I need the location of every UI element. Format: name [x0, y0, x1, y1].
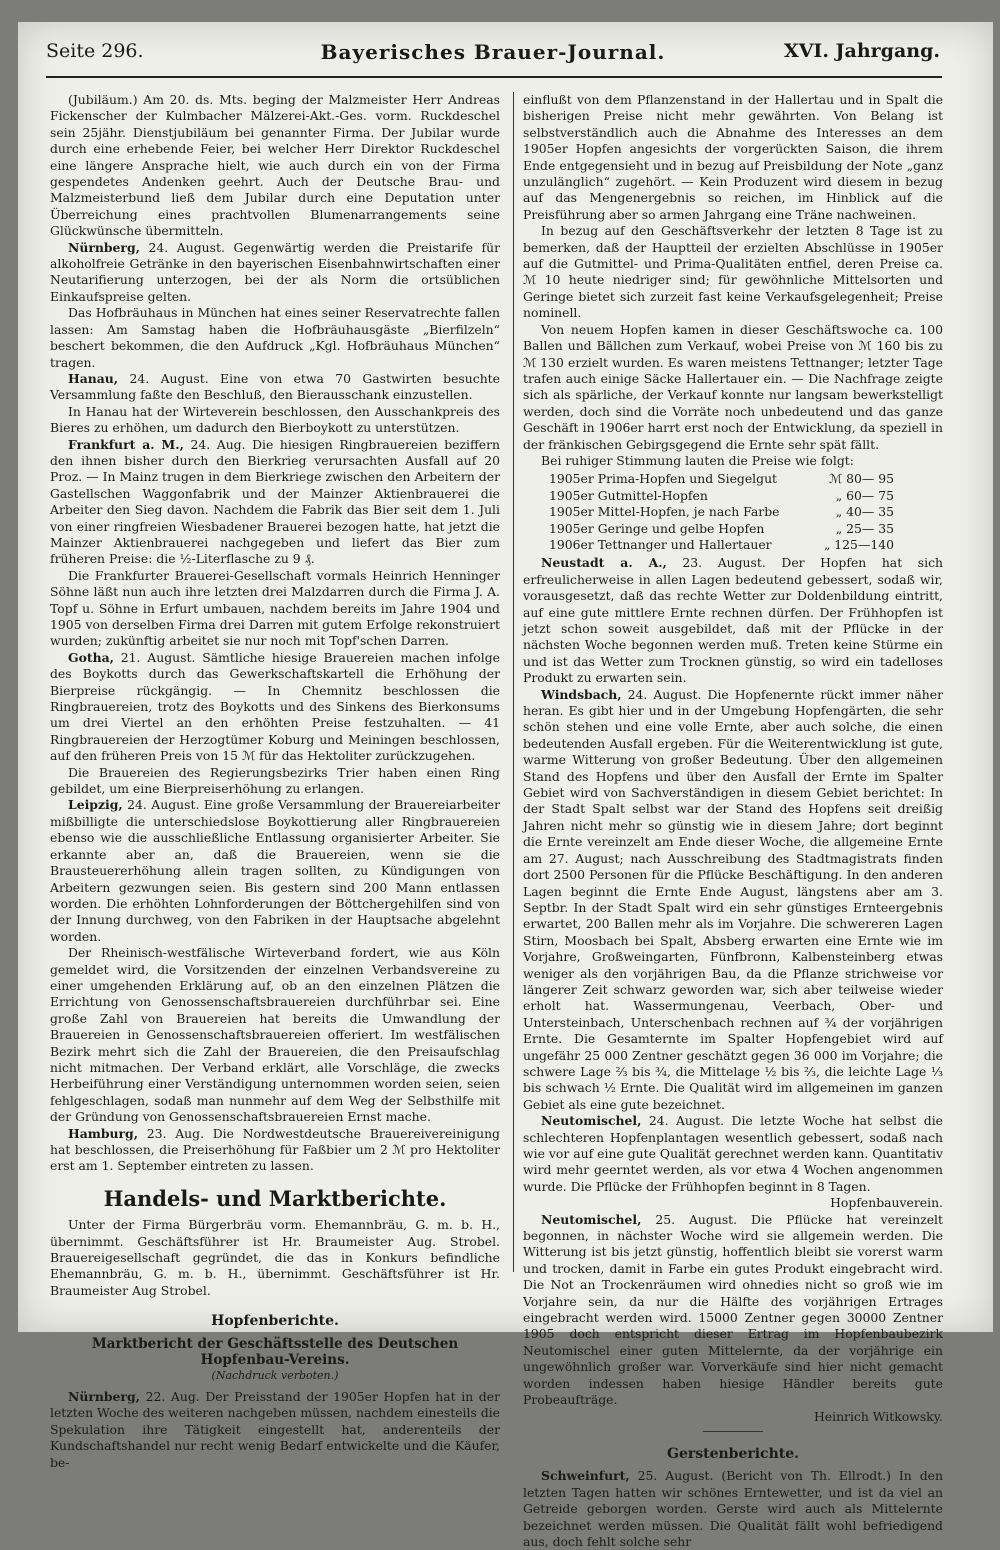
page-number: Seite 296.	[46, 40, 144, 62]
price-intro: Bei ruhiger Stimmung lauten die Preise wie folgt:	[541, 452, 854, 468]
article-windsbach: Windsbach, 24. August. Die Hopfenernte rückt immer näher heran. Es gibt hier und in der Umgebung Hopfengärten, die sehr schön stehen und eine volle Ernte, aber auch solche, die einen bedeutenden Ausfall ergeben. Für die Weiterentwicklung ist gute, warme Witterung von großer Bedeutung. Über den allgemeinen Stand des Hopfens und über den Ausfall der Ernte im Spalter Gebiet wird von Sachverständigen in diesem Gebiet berichtet: In der Stadt Spalt selbst war der Stand des Hopfens seit dreißig Jahren nicht mehr so günstig wie in diesem Jahre; dort beginnt die Ernte vereinzelt am Ende dieser Woche, die allgemeine Ernte am 27. August; nach Ausschreibung des Stadtmagistrats finden dort 2500 Personen für die Pflücke Beschäftigung. In den anderen Lagen beginnt die Ernte Ende August, längstens aber am 3. Septbr. In der Stadt Spalt wird ein sehr günstiges Ernteergebnis erwartet, 200 Ballen mehr als im Vorjahre. Die schwereren Lagen Stirn, Moosbach bei Spalt, Absberg erwarten eine Ernte wie im Vorjahre, Großweingarten, Fünfbronn, Kalbensteinberg etwas weniger als den vorjährigen Bau, da die Pflanze strichweise vor längerer Zeit schwarz geworden war, sich aber teilweise wieder erholt hat. Wassermungenau, Veerbach, Ober- und Untersteinbach, Unterschenbach rechnen auf ¾ der vorjährigen Ernte. Die Gesamternte im Spalter Hopfengebiet wird auf ungefähr 25 000 Zentner geschätzt gegen 36 000 im Vorjahre; die schwere Lage ⅔ bis ¾, die Mittelage ½ bis ⅔, die leichte Lage ⅓ bis schwach ½ Ernte. Die Qualität wird im allgemeinen im ganzen Gebiet als eine gute bezeichnet.	[523, 686, 943, 1112]
article-hanau-2: In Hanau hat der Wirteverein beschlossen, den Ausschankpreis des Bieres zu erhöhen, um dadurch den Bierboykott zu unterstützen.	[50, 403, 500, 436]
reprint-note: (Nachdruck verboten.)	[211, 1369, 339, 1383]
price-row: 1905er Mittel-Hopfen, je nach Farbe „ 40— 35	[549, 504, 894, 520]
report-title: Marktbericht der Geschäftsstelle des Deutschen Hopfenbau-Vereins.	[91, 1335, 459, 1369]
dateline: Gotha,	[68, 649, 114, 665]
dateline: Schweinfurt,	[541, 1468, 630, 1484]
article-jubilee: (Jubiläum.) Am 20. ds. Mts. beging der Malzmeister Herr Andreas Fickenscher der Kulmbacher Mälzerei-Akt.-Ges. vorm. Ruckdeschel sein 25jähr. Dienstjubiläum bei genannter Firma. Der Jubilar wurde durch eine erhebende Feier, bei welcher Herr Direktor Ruckdeschel eine längere Ansprache hielt, wie auch durch ein von der Firma gespendetes Andenken geehrt. Auch der Deutsche Brau- und Malzmeisterbund ließ dem Jubilar durch eine Deputation unter Überreichung eines prachtvollen Blumenarrangements seine Glückwünsche übermitteln.	[50, 92, 500, 239]
article-leipzig: Leipzig, 24. August. Eine große Versammlung der Brauereiarbeiter mißbilligte die unterschiedslose Boykottierung aller Ringbrauereien ebenso wie die ausschließliche Entlassung organisierter Arbeiter. Sie erkannte aber an, daß die Brauereien, wenn sie die Brausteuererhöhung allein tragen sollten, zu Kündigungen von Arbeitern gezwungen seien. Bis gestern sind 200 Mann entlassen worden. Die erhöhten Lohnforderungen der Böttchergehilfen sind von der Innung durchweg, von den Fabriken in der Hauptsache abgelehnt worden.	[50, 797, 500, 944]
signature: Heinrich Witkowsky.	[813, 1408, 943, 1424]
price-row: 1905er Geringe und gelbe Hopfen „ 25— 35	[549, 520, 894, 536]
article-hanau: Hanau, 24. August. Eine von etwa 70 Gastwirten besuchte Versammlung faßte den Beschluß, den Bierausschank einzustellen.	[50, 370, 500, 403]
article-hofbraeuhaus: Das Hofbräuhaus in München hat eines seiner Reservatrechte fallen lassen: Am Samstag haben die Hofbräuhausgäste „Bierfilzeln“ beschert bekommen, die den Aufdruck „Kgl. Hofbräuhaus München“ tragen.	[50, 305, 500, 370]
article-neustadt: Neustadt a. A., 23. August. Der Hopfen hat sich erfreulicherweise in allen Lagen bedeutend gebessert, sodaß wir, vorausgesetzt, daß das rechte Wetter zur Doldenbildung eintritt, auf eine gute mittlere Ernte rechnen dürfen. Der Frühhopfen ist jetzt schon soweit ausgebildet, daß mit der Pflücke in der nächsten Woche begonnen werden muß. Treten keine Stürme ein und ist das Wetter zum Trocknen günstig, so wird ein tadelloses Produkt zu erwarten sein.	[523, 555, 943, 686]
price-row: 1906er Tettnanger und Hallertauer „ 125—140	[549, 536, 894, 552]
article-frankfurt: Frankfurt a. M., 24. Aug. Die hiesigen Ringbrauereien beziffern den ihnen bisher durch den Bierkrieg verursachten Ausfall auf 20 Proz. — In Mainz trugen in dem Bierkriege zwischen den Arbeitern der Gastellschen Waggonfabrik und der Mainzer Aktienbrauerei die Arbeiter den Sieg davon. Nachdem die Fabrik das Bier seit dem 1. Juli von einer ringfreien Wiesbadener Brauerei bezogen hatte, hat jetzt die Mainzer Aktienbrauerei nachgegeben und liefert das Bier zum früheren Preise: die ½-Literflasche zu 9 ₰.	[50, 436, 500, 567]
dateline: Nürnberg,	[68, 239, 140, 255]
article-hops-continued: einflußt von dem Pflanzenstand in der Hallertau und in Spalt die bisherigen Preise nicht mehr gewährten. Von Belang ist selbstverständlich auch die Abnahme des Interesses an dem 1905er Hopfen angesichts der vorgerückten Saison, die ihrem Ende entgegensieht und in bezug auf Preisbildung der Note „ganz unzulänglich“ zugehört. — Kein Produzent wird diesem in bezug auf das Mengenergebnis so reichen, im Hinblick auf die Preisführung aber so armen Jahrgang eine Träne nachweinen.	[523, 92, 943, 222]
left-column	[50, 92, 500, 1471]
price-row: 1905er Prima-Hopfen und Siegelgut ℳ 80— 95	[549, 471, 894, 487]
price-table	[549, 471, 894, 553]
article-henninger: Die Frankfurter Brauerei-Gesellschaft vormals Heinrich Henninger Söhne läßt nun auch ihre letzten drei Malzdarren durch die Firma J. A. Topf u. Söhne in Erfurt umbauen, nachdem bereits im Jahre 1904 und 1905 von derselben Firma drei Darren mit gutem Erfolge rekonstruiert wurden; zukünftig arbeitet sie nur noch mit Topf'schen Darren.	[50, 567, 500, 649]
article-schweinfurt: Schweinfurt, 25. August. (Bericht von Th. Ellrodt.) In den letzten Tagen hatten wir schönes Erntewetter, und ist da viel an Getreide geborgen worden. Gerste wird auch als Mittelernte bezeichnet werden müssen. Die Qualität fällt wohl befriedigend aus, doch fehlt solche sehr	[523, 1468, 943, 1549]
dateline: Neutomischel,	[541, 1211, 642, 1227]
dateline: Leipzig,	[68, 797, 123, 813]
header-rule	[46, 76, 942, 78]
page-header	[46, 40, 940, 70]
dateline: Nürnberg,	[68, 1388, 140, 1404]
dateline: Frankfurt a. M.,	[68, 436, 184, 452]
hops-heading: Hopfenberichte.	[211, 1313, 339, 1330]
dateline: Neutomischel,	[541, 1113, 642, 1129]
separator	[703, 1431, 763, 1432]
article-neutomischel-1: Neutomischel, 24. August. Die letzte Woche hat selbst die schlechteren Hopfenplantagen wesentlich gebessert, sodaß nach wie vor auf eine gute Qualität gerechnet werden kann. Quantitativ wird mehr geerntet werden, als vor etwa 4 Wochen angenommen wurde. Die Pflücke der Frühhopfen beginnt in 8 Tagen.	[523, 1113, 943, 1194]
price-row: 1905er Gutmittel-Hopfen „ 60— 75	[549, 487, 894, 503]
section-title: Handels- und Marktberichte.	[103, 1185, 447, 1211]
barley-heading: Gerstenberichte.	[666, 1445, 799, 1462]
dateline: Neustadt a. A.,	[541, 555, 667, 571]
dateline: Hanau,	[68, 370, 119, 386]
article-hamburg: Hamburg, 23. Aug. Die Nordwestdeutsche Brauereivereinigung hat beschlossen, die Preiserhöhung für Faßbier um 2 ℳ pro Hektoliter erst am 1. September eintreten zu lassen.	[50, 1125, 500, 1174]
article-gotha: Gotha, 21. August. Sämtliche hiesige Brauereien machen infolge des Boykotts durch das Gewerkschaftskartell die Erhöhung der Bierpreise rückgängig. — In Chemnitz beschlossen die Ringbrauereien, trotz des Boykotts und des Sinkens des Bierkonsums um drei Viertel an den erhöhten Preise festzuhalten. — 41 Ringbrauereien der Herzogtümer Koburg und Meiningen beschlossen, auf den früheren Preis von 15 ℳ für das Hektoliter zurückzugehen.	[50, 649, 500, 764]
dateline: Windsbach,	[541, 686, 622, 702]
article-hops-nuernberg: Nürnberg, 22. Aug. Der Preisstand der 1905er Hopfen hat in der letzten Woche des weiteren nachgeben müssen, nachdem einesteils die Spekulation ihre Tätigkeit eingestellt hat, anderenteils der Kundschaftshandel nur recht wenig Bedarf entwickelte und die Käufer, be-	[50, 1388, 500, 1470]
article-rheinisch: Der Rheinisch-westfälische Wirteverband fordert, wie aus Köln gemeldet wird, die Vorsitzenden der einzelnen Verbandsvereine zu einer umgehenden Erklärung auf, ob an den einzelnen Plätzen die Errichtung von Genossenschaftsbrauereien durchführbar sei. Eine große Zahl von Brauereien hat bereits die Umwandlung der Brauereien in Genossenschaftsbrauereien offeriert. Im westfälischen Bezirk mehrt sich die Zahl der Brauereien, die den Preisaufschlag nicht mitmachen. Der Verband erklärt, alle Vorschläge, die zwecks Herbeiführung einer Verständigung unternommen worden seien, seien fehlgeschlagen, sodaß man nunmehr auf dem Weg der Selbsthilfe mit der Gründung von Genossenschaftsbrauereien Ernst mache.	[50, 945, 500, 1125]
dateline: Hamburg,	[68, 1125, 139, 1141]
signature: Hopfenbauverein.	[830, 1195, 943, 1211]
article-new-hops: Von neuem Hopfen kamen in dieser Geschäftswoche ca. 100 Ballen und Bällchen zum Verkauf, wobei Preise von ℳ 160 bis zu ℳ 130 erzielt wurden. Es waren meistens Tettnanger; letzter Tage trafen auch einige Säcke Hallertauer ein. — Die Nachfrage zeigte sich als spärliche, der Verkauf konnte nur langsam bewerkstelligt werden, doch sind die Vorräte noch unbedeutend und das ganze Geschäft in 1906er harrt erst noch der Entwicklung, da speziell in der fränkischen Gebirgsgegend die Ernte sehr spät fällt.	[523, 321, 943, 452]
right-column	[523, 92, 943, 1550]
journal-title: Bayerisches Brauer-Journal.	[320, 40, 666, 64]
column-divider	[513, 92, 514, 1272]
article-business: In bezug auf den Geschäftsverkehr der letzten 8 Tage ist zu bemerken, daß der Hauptteil der erzielten Abschlüsse in 1905er auf die Gutmittel- und Prima-Qualitäten entfiel, deren Preise ca. ℳ 10 heute niedriger sind; für gewöhnliche Mittelsorten und Geringe bietet sich zurzeit fast keine Verkaufsgelegenheit; Preise nominell.	[523, 223, 943, 321]
volume-label: XVI. Jahrgang.	[783, 40, 940, 62]
article-nuernberg: Nürnberg, 24. August. Gegenwärtig werden die Preistarife für alkoholfreie Getränke in den bayerischen Eisenbahnwirtschaften einer Neutarifierung unterzogen, bei der als Norm die ortsüblichen Einkaufspreise gelten.	[50, 239, 500, 304]
article-buergerbraeu: Unter der Firma Bürgerbräu vorm. Ehemannbräu, G. m. b. H., übernimmt. Geschäftsführer ist Hr. Braumeister Aug. Strobel. Brauereigesellschaft gegründet, die das in Konkurs befindliche Ehemannbräu, G. m. b. H., übernimmt. Geschäftsführer ist Hr. Braumeister Aug Strobel.	[50, 1217, 500, 1298]
article-trier: Die Brauereien des Regierungsbezirks Trier haben einen Ring gebildet, um eine Bierpreiserhöhung zu erlangen.	[50, 764, 500, 797]
article-neutomischel-2: Neutomischel, 25. August. Die Pflücke hat vereinzelt begonnen, in nächster Woche wird sie allgemein werden. Die Witterung ist bis jetzt günstig, hoffentlich bleibt sie vorerst warm und trocken, damit in Farbe ein gutes Produkt eingebracht wird. Die Not an Trockenräumen wird ohnedies nicht so groß wie im Vorjahre sein, da nur die Hälfte des vorjährigen Ertrages eingebracht werden wird. 15000 Zentner gegen 30000 Zentner 1905 doch entspricht dieser Ertrag im Hopfenbaubezirk Neutomischel einer guten Mittelernte, da der vorjährige ein ungewöhnlich großer war. Vorverkäufe sind hier nicht gemacht worden indessen haben hiesige Händler bereits gute Probeaufträge.	[523, 1211, 943, 1408]
